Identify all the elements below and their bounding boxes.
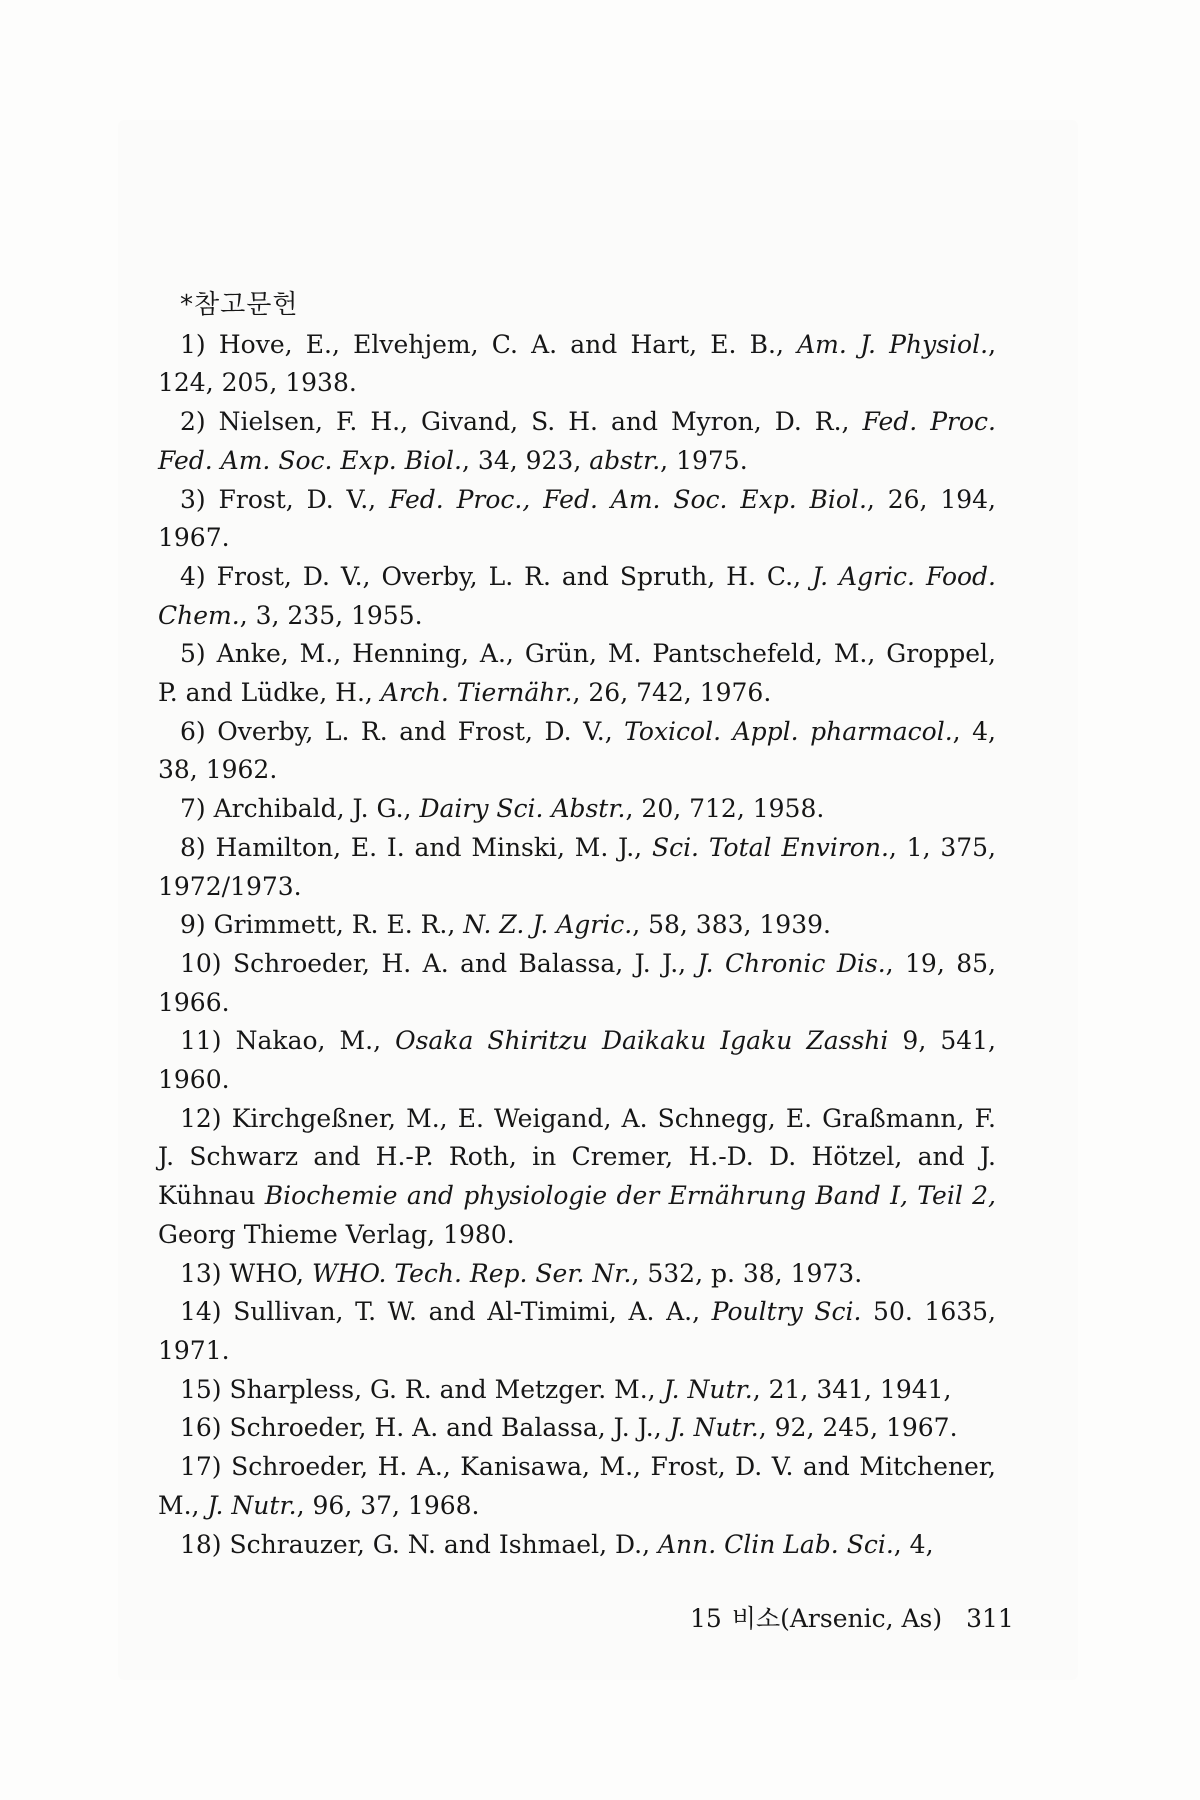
chapter-title: 비소(Arsenic, As) — [731, 1604, 943, 1633]
reference-number: 2) — [180, 407, 206, 437]
reference-item — [158, 635, 996, 712]
reference-text: , 532, p. 38, 1973. — [631, 1258, 863, 1288]
reference-item — [158, 790, 996, 829]
reference-text: , 124, 205, 1938. — [158, 329, 997, 398]
reference-source: J. Nutr. — [207, 1490, 297, 1520]
reference-item — [158, 326, 996, 403]
reference-item — [158, 1293, 996, 1370]
reference-number: 10) — [180, 948, 222, 978]
reference-text: Sullivan, T. W. and Al-Timimi, A. A., — [233, 1297, 712, 1327]
reference-source: J. Nutr. — [669, 1413, 759, 1443]
reference-item — [158, 1022, 996, 1099]
reference-text: , 58, 383, 1939. — [632, 910, 831, 940]
reference-text: , 21, 341, 1941, — [752, 1374, 952, 1404]
page-footer — [690, 1599, 1014, 1635]
reference-source: Biochemie and physiologie der Ernährung Band I, Teil 2, — [264, 1181, 996, 1211]
reference-number: 9) — [180, 910, 206, 940]
reference-number: 1) — [180, 329, 206, 359]
reference-text: Grimmett, R. E. R., — [213, 910, 464, 940]
reference-text: , 1975. — [660, 445, 748, 475]
reference-text: , 19, 85, 1966. — [158, 948, 996, 1017]
reference-item — [158, 1526, 996, 1565]
reference-item — [158, 945, 996, 1022]
reference-item — [158, 403, 996, 480]
reference-section — [158, 286, 996, 1564]
reference-text: Georg Thieme Verlag, 1980. — [158, 1219, 515, 1249]
reference-item — [158, 1371, 996, 1410]
reference-text: , 4, 38, 1962. — [158, 716, 996, 785]
reference-source: Sci. Total Environ. — [651, 832, 889, 862]
reference-item — [158, 829, 996, 906]
reference-text: WHO, — [229, 1258, 312, 1288]
reference-text: Nielsen, F. H., Givand, S. H. and Myron, D. R., — [218, 407, 863, 437]
reference-item — [158, 1100, 996, 1255]
reference-source: abstr. — [589, 445, 661, 475]
reference-text: , 92, 245, 1967. — [758, 1413, 958, 1443]
reference-item — [158, 1448, 996, 1525]
reference-number: 4) — [180, 561, 206, 591]
reference-text: , 3, 235, 1955. — [239, 600, 423, 630]
section-heading: *참고문헌 — [180, 290, 299, 320]
reference-text: Sharpless, G. R. and Metzger. M., — [229, 1374, 664, 1404]
reference-number: 18) — [180, 1529, 222, 1559]
reference-text: Kirchgeßner, M., E. Weigand, A. Schnegg, E. Graßmann, F. J. Schwarz and H.-P. Roth, in Cremer, H.-D. D. Hötzel, and J. Kühnau — [158, 1103, 996, 1211]
reference-source: J. Chronic Dis. — [697, 948, 886, 978]
reference-number: 5) — [180, 639, 206, 669]
reference-number: 16) — [180, 1413, 222, 1443]
reference-source: WHO. Tech. Rep. Ser. Nr. — [311, 1258, 632, 1288]
reference-number: 3) — [180, 484, 206, 514]
reference-item — [158, 558, 996, 635]
reference-text: Hamilton, E. I. and Minski, M. J., — [215, 832, 652, 862]
reference-text: 50. 1635, 1971. — [158, 1297, 996, 1365]
reference-source: Toxicol. Appl. pharmacol. — [624, 716, 953, 746]
reference-source: Ann. Clin Lab. Sci. — [657, 1529, 894, 1559]
reference-source: Dairy Sci. Abstr. — [419, 794, 626, 824]
reference-text: Nakao, M., — [235, 1026, 396, 1056]
reference-item — [158, 481, 996, 558]
reference-number: 14) — [180, 1297, 222, 1327]
page-number: 311 — [966, 1604, 1014, 1633]
reference-text: , 34, 923, — [462, 445, 590, 475]
reference-item — [158, 906, 996, 945]
reference-text: 9, 541, 1960. — [158, 1026, 996, 1095]
reference-source: Fed. Proc., Fed. Am. Soc. Exp. Biol. — [389, 484, 867, 514]
reference-source: N. Z. J. Agric. — [463, 910, 633, 940]
reference-source: Am. J. Physiol. — [797, 329, 989, 359]
reference-item — [158, 1409, 996, 1448]
reference-text: , 96, 37, 1968. — [296, 1490, 480, 1520]
reference-text: Frost, D. V., — [218, 484, 390, 514]
reference-text: , 1, 375, 1972/1973. — [158, 832, 997, 901]
reference-text: Frost, D. V., Overby, L. R. and Spruth, H. C., — [216, 561, 813, 591]
reference-text: Schroeder, H. A., Kanisawa, M., Frost, D. V. and Mitchener, M., — [158, 1452, 996, 1520]
reference-number: 11) — [180, 1026, 222, 1056]
chapter-number: 15 — [690, 1604, 722, 1633]
reference-source: Osaka Shiritzu Daikaku Igaku Zasshi — [395, 1026, 889, 1056]
reference-item — [158, 713, 996, 790]
reference-text: Archibald, J. G., — [213, 794, 420, 824]
reference-number: 15) — [180, 1374, 222, 1404]
reference-source: J. Nutr. — [663, 1374, 753, 1404]
reference-text: Schroeder, H. A. and Balassa, J. J., — [233, 948, 698, 978]
reference-text: , 26, 194, 1967. — [158, 484, 996, 553]
reference-number: 8) — [180, 832, 206, 862]
reference-text: Overby, L. R. and Frost, D. V., — [217, 716, 625, 746]
reference-source: Fed. Proc. Fed. Am. Soc. Exp. Biol. — [158, 407, 996, 475]
reference-number: 7) — [180, 794, 206, 824]
reference-text: , 26, 742, 1976. — [572, 678, 772, 708]
reference-number: 6) — [180, 716, 206, 746]
reference-text: Schroeder, H. A. and Balassa, J. J., — [229, 1413, 670, 1443]
reference-text: , 4, — [893, 1529, 934, 1559]
reference-text: Hove, E., Elvehjem, C. A. and Hart, E. B., — [218, 329, 798, 359]
reference-text: Anke, M., Henning, A., Grün, M. Pantschefeld, M., Groppel, P. and Lüdke, H., — [158, 639, 996, 708]
reference-number: 13) — [180, 1258, 222, 1288]
reference-text: , 20, 712, 1958. — [625, 794, 825, 824]
reference-text: Schrauzer, G. N. and Ishmael, D., — [229, 1529, 658, 1559]
reference-source: J. Agric. Food. Chem. — [158, 561, 997, 630]
reference-source: Arch. Tiernähr. — [380, 678, 573, 708]
reference-item — [158, 1255, 996, 1294]
reference-list — [158, 326, 996, 1565]
reference-number: 12) — [180, 1103, 222, 1133]
reference-source: Poultry Sci. — [711, 1297, 862, 1327]
reference-number: 17) — [180, 1452, 222, 1482]
